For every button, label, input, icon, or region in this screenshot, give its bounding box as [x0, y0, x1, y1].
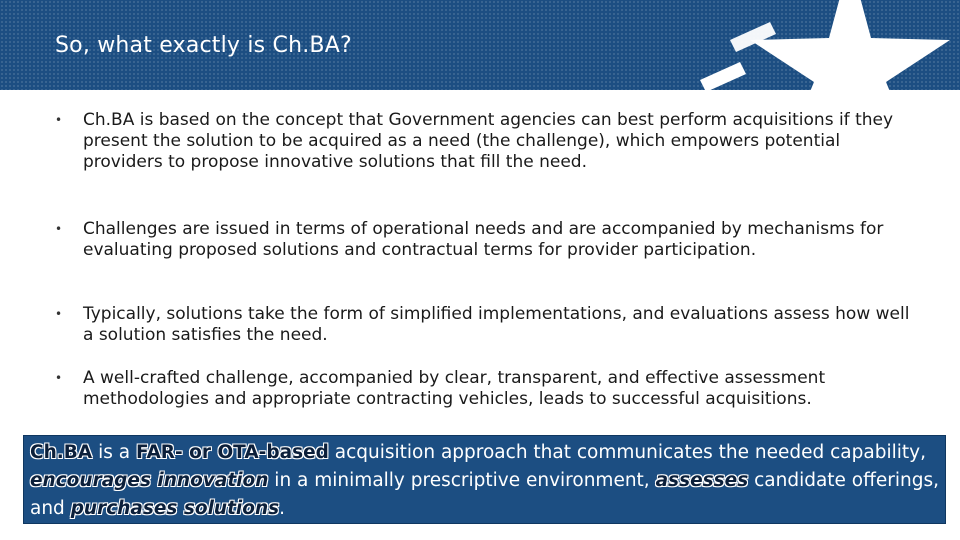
bullet-text: A well-crafted challenge, accompanied by clear, transparent, and effective assessment methodologies and appropriate contracting vehicles, leads to successful acquisitions.: [83, 368, 826, 409]
callout-text: in a minimally prescriptive environment,: [268, 470, 656, 491]
bullet-dot-icon: •: [55, 307, 63, 321]
bullet-item: [55, 368, 913, 410]
bullet-item: [55, 110, 913, 173]
bullet-text: Challenges are issued in terms of operational needs and are accompanied by mechanisms for evaluating proposed solutions and contractual terms for provider participation.: [83, 219, 884, 260]
callout-term-far-ota: FAR- or OTA-based: [135, 442, 329, 463]
bullet-text: Ch.BA is based on the concept that Government agencies can best perform acquisitions if they present the solution to be acquired as a need (the challenge), which empowers potential providers to propose innovative solutions that fill the need.: [83, 110, 894, 172]
callout-term-chba: Ch.BA: [30, 442, 93, 463]
bullet-item: [55, 304, 913, 346]
bullet-dot-icon: •: [55, 113, 63, 127]
callout-text: .: [279, 498, 286, 519]
callout-term-purchases-solutions: purchases solutions: [70, 498, 280, 519]
bullet-text: Typically, solutions take the form of simplified implementations, and evaluations assess how well a solution satisfies the need.: [83, 304, 910, 345]
summary-callout: [23, 435, 946, 524]
callout-text: candidate offerings, and: [30, 470, 939, 519]
bullet-dot-icon: •: [55, 371, 63, 385]
callout-text: acquisition approach that communicates the needed capability,: [328, 442, 926, 463]
slide-title: So, what exactly is Ch.BA?: [55, 33, 352, 58]
callout-term-assesses: assesses: [655, 470, 749, 491]
callout-term-encourages-innovation: encourages innovation: [30, 470, 269, 491]
bullet-dot-icon: •: [55, 222, 63, 236]
callout-text: is a: [92, 442, 136, 463]
bullet-item: [55, 219, 913, 261]
